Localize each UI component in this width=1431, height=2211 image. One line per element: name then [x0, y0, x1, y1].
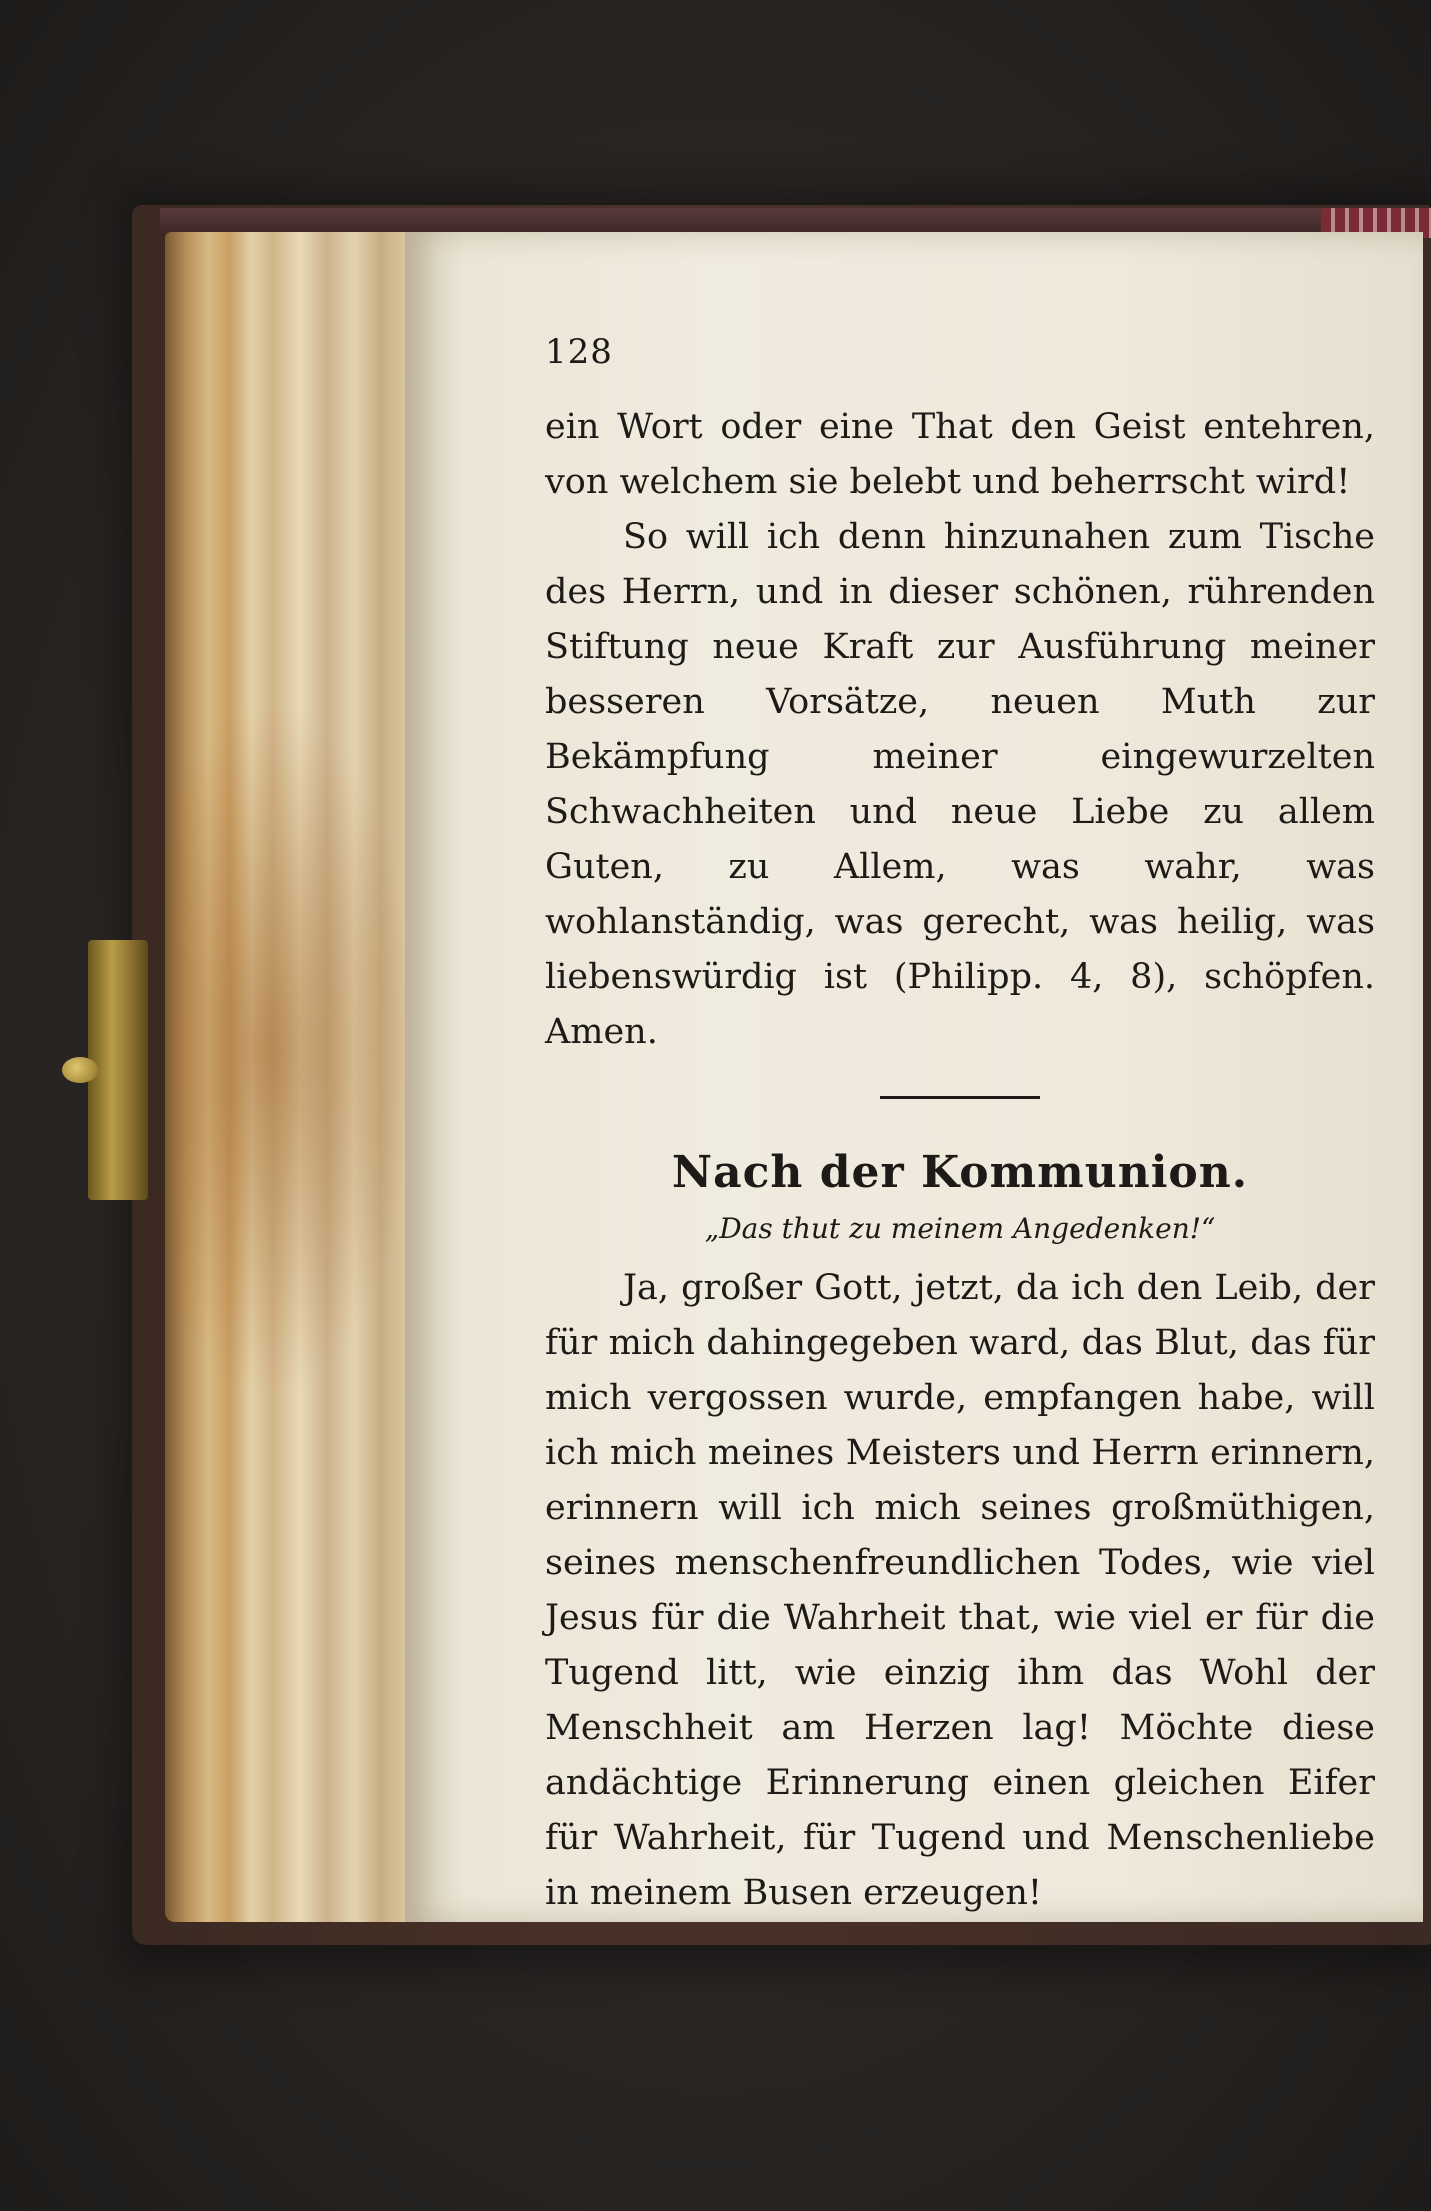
- book-page: [405, 232, 1423, 1922]
- paragraph-prayer: So will ich denn hinzunahen zum Tische des Herrn, und in dieser schönen, rührenden Stiftung neue Kraft zur Ausführung meiner besseren Vorsätze, neuen Muth zur Bekämpfung meiner eingewurzelten Schwachheiten und neue Liebe zu allem Guten, zu Allem, was wahr, was wohlanständig, was gerecht, was heilig, was liebenswürdig ist (Philipp. 4, 8), schöpfen. Amen.: [545, 517, 1375, 1052]
- section-divider: [880, 1096, 1040, 1099]
- section-heading: Nach der Kommunion.: [671, 1147, 1249, 1198]
- section-subtitle: „Das thut zu meinem Angedenken!“: [704, 1212, 1216, 1245]
- page-text: [545, 332, 1375, 1921]
- clasp-knob: [62, 1057, 98, 1083]
- water-stain: [170, 700, 420, 1400]
- paragraph-continuation: ein Wort oder eine That den Geist entehren, von welchem sie belebt und beherrscht wird!: [545, 407, 1375, 502]
- paragraph-communion: Ja, großer Gott, jetzt, da ich den Leib, der für mich dahingegeben ward, das Blut, das für mich vergossen wurde, empfangen habe, will ich mich meines Meisters und Herrn erinnern, erinnern will ich mich seines großmüthigen, seines menschenfreundlichen Todes, wie viel Jesus für die Wahrheit that, wie viel er für die Tugend litt, wie einzig ihm das Wohl der Menschheit am Herzen lag! Möchte diese andächtige Erinnerung einen gleichen Eifer für Wahrheit, für Tugend und Menschenliebe in meinem Busen erzeugen!: [545, 1268, 1375, 1913]
- page-number: 128: [545, 332, 613, 372]
